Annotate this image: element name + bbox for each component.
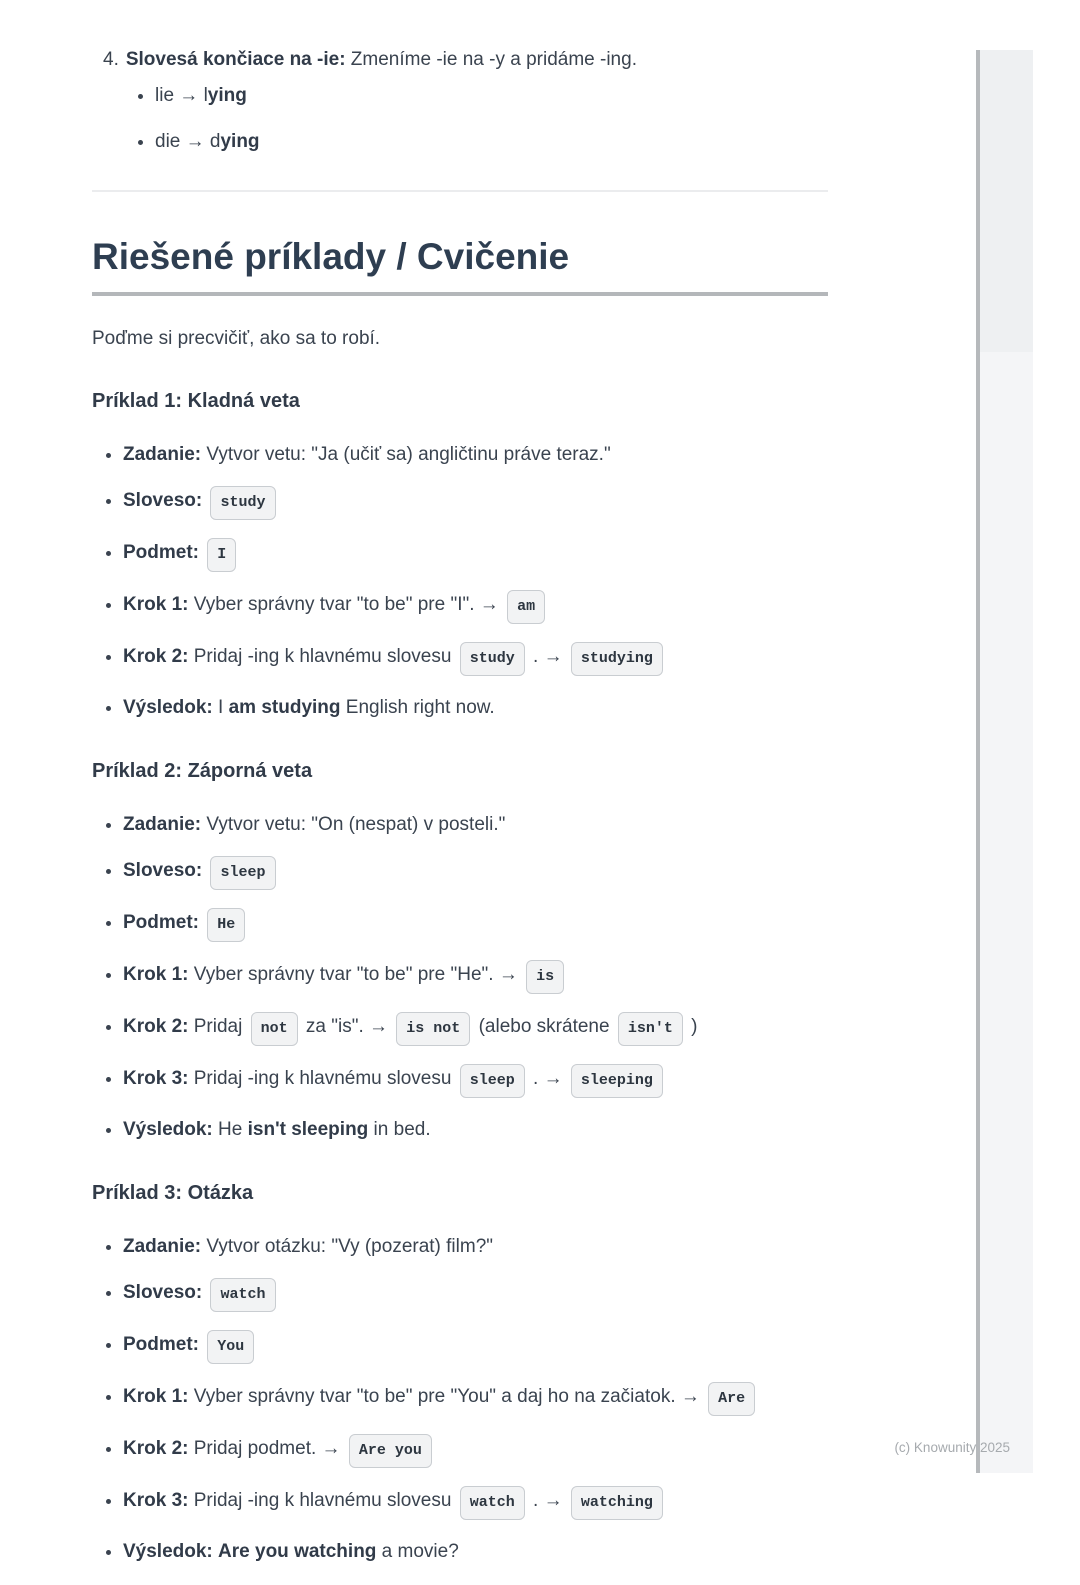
text-run: Vyber správny tvar "to be" pre "He". → <box>188 964 524 985</box>
bold-text: Krok 2: <box>123 1016 189 1037</box>
bold-text: Krok 3: <box>123 1490 189 1511</box>
bullet-item <box>123 590 828 624</box>
text-run: . → <box>527 1068 568 1089</box>
bold-text: Zadanie: <box>123 1236 202 1257</box>
example-title: Príklad 2: Záporná veta <box>92 760 313 782</box>
bullet-item <box>123 642 828 676</box>
code-chip: am <box>507 590 545 624</box>
text-run: za "is". → <box>300 1016 394 1037</box>
bold-text: Krok 1: <box>123 594 189 615</box>
text-run: a movie? <box>376 1541 459 1562</box>
text-run: Vytvor vetu: "Ja (učiť sa) angličtinu práve teraz." <box>201 444 611 465</box>
rule-example-list <box>92 84 828 154</box>
code-chip: Are <box>708 1382 755 1416</box>
text-run: I <box>212 697 229 718</box>
bullet-item <box>123 486 828 520</box>
example-title: Príklad 1: Kladná veta <box>92 390 300 412</box>
rule-description: Zmeníme -ie na -y a pridáme -ing. <box>345 49 637 70</box>
code-chip: I <box>207 538 236 572</box>
text-run: Pridaj <box>188 1016 248 1037</box>
bold-text: Are you watching <box>218 1541 377 1562</box>
watermark-copyright: (c) Knowunity 2025 <box>894 1440 1010 1455</box>
bullet-item <box>123 538 828 572</box>
bold-text: Sloveso: <box>123 490 203 511</box>
bold-text: Krok 1: <box>123 1386 189 1407</box>
text-run: English right now. <box>340 697 495 718</box>
bold-text: Krok 2: <box>123 646 189 667</box>
scrollbar-track[interactable] <box>976 50 1033 1473</box>
bold-text: Zadanie: <box>123 444 202 465</box>
bullet-item <box>123 1012 828 1046</box>
bullet-item <box>123 856 828 890</box>
text-run <box>199 542 204 563</box>
text-run: Vyber správny tvar "to be" pre "You" a daj ho na začiatok. → <box>188 1386 706 1407</box>
text-run: He <box>212 1119 248 1140</box>
example-bullet-list <box>92 1233 828 1565</box>
bold-text: Krok 3: <box>123 1068 189 1089</box>
numbered-list-item-4 <box>92 48 828 72</box>
bullet-item <box>123 1233 828 1260</box>
intro-paragraph: Poďme si precvičiť, ako sa to robí. <box>92 328 381 349</box>
bullet-item <box>123 441 828 468</box>
bullet-item <box>123 694 828 721</box>
scrollbar-thumb[interactable] <box>980 50 1033 352</box>
code-chip: studying <box>571 642 663 676</box>
bold-text: am studying <box>228 697 341 718</box>
bullet-item <box>123 1434 828 1468</box>
code-chip: sleep <box>460 1064 525 1098</box>
text-run <box>202 860 207 881</box>
bold-text: Výsledok: <box>123 1541 213 1562</box>
example-bullet-list <box>92 811 828 1143</box>
bullet-item <box>123 1382 828 1416</box>
text-run <box>202 1282 207 1303</box>
example-bullet-list <box>92 441 828 721</box>
bullet-item <box>155 84 828 108</box>
text-run: die → d <box>155 131 221 152</box>
bold-text: ying <box>207 85 247 106</box>
bullet-item <box>123 908 828 942</box>
text-run: Pridaj podmet. → <box>188 1438 346 1459</box>
code-chip: watching <box>571 1486 663 1520</box>
examples-container <box>92 389 828 1565</box>
rule-label: Slovesá končiace na -ie: <box>125 49 346 70</box>
code-chip: He <box>207 908 245 942</box>
text-run: lie → l <box>155 85 208 106</box>
bold-text: Podmet: <box>123 542 199 563</box>
list-item-number: 4. <box>103 49 119 70</box>
section-heading: Riešené príklady / Cvičenie <box>92 234 828 296</box>
code-chip: sleep <box>210 856 275 890</box>
text-run <box>202 490 207 511</box>
text-run: ) <box>685 1016 698 1037</box>
bold-text: Sloveso: <box>123 860 203 881</box>
code-chip: study <box>460 642 525 676</box>
text-run: Vytvor otázku: "Vy (pozerat) film?" <box>201 1236 494 1257</box>
bullet-item <box>155 130 828 154</box>
bold-text: Zadanie: <box>123 814 202 835</box>
text-run: Pridaj -ing k hlavnému slovesu <box>188 1068 457 1089</box>
text-run <box>199 912 204 933</box>
text-run <box>199 1334 204 1355</box>
document-content <box>92 48 828 1585</box>
bullet-item <box>123 1486 828 1520</box>
text-run: Vyber správny tvar "to be" pre "I". → <box>188 594 505 615</box>
bullet-item <box>123 1116 828 1143</box>
code-chip: You <box>207 1330 254 1364</box>
code-chip: sleeping <box>571 1064 663 1098</box>
bullet-item <box>123 960 828 994</box>
text-run: . → <box>527 1490 568 1511</box>
bold-text: ying <box>220 131 260 152</box>
bold-text: Krok 1: <box>123 964 189 985</box>
bold-text: Krok 2: <box>123 1438 189 1459</box>
example-title: Príklad 3: Otázka <box>92 1182 254 1204</box>
code-chip: is not <box>396 1012 470 1046</box>
code-chip: study <box>210 486 275 520</box>
code-chip: watch <box>210 1278 275 1312</box>
section-divider <box>92 190 828 192</box>
bullet-item <box>123 1064 828 1098</box>
code-chip: Are you <box>349 1434 432 1468</box>
bold-text: Podmet: <box>123 1334 199 1355</box>
text-run: (alebo skrátene <box>473 1016 615 1037</box>
text-run: Pridaj -ing k hlavnému slovesu <box>188 646 457 667</box>
text-run: . → <box>527 646 568 667</box>
bold-text: Výsledok: <box>123 697 213 718</box>
text-run: Pridaj -ing k hlavnému slovesu <box>188 1490 457 1511</box>
text-run: Vytvor vetu: "On (nespat) v posteli." <box>201 814 506 835</box>
bullet-item <box>123 811 828 838</box>
bold-text: Výsledok: <box>123 1119 213 1140</box>
bullet-item <box>123 1330 828 1364</box>
code-chip: is <box>526 960 564 994</box>
bullet-item <box>123 1538 828 1565</box>
bold-text: Sloveso: <box>123 1282 203 1303</box>
bullet-item <box>123 1278 828 1312</box>
list-item-text <box>126 48 637 72</box>
bold-text: isn't sleeping <box>247 1119 369 1140</box>
code-chip: isn't <box>618 1012 683 1046</box>
code-chip: not <box>251 1012 298 1046</box>
code-chip: watch <box>460 1486 525 1520</box>
bold-text: Podmet: <box>123 912 199 933</box>
text-run: in bed. <box>368 1119 431 1140</box>
